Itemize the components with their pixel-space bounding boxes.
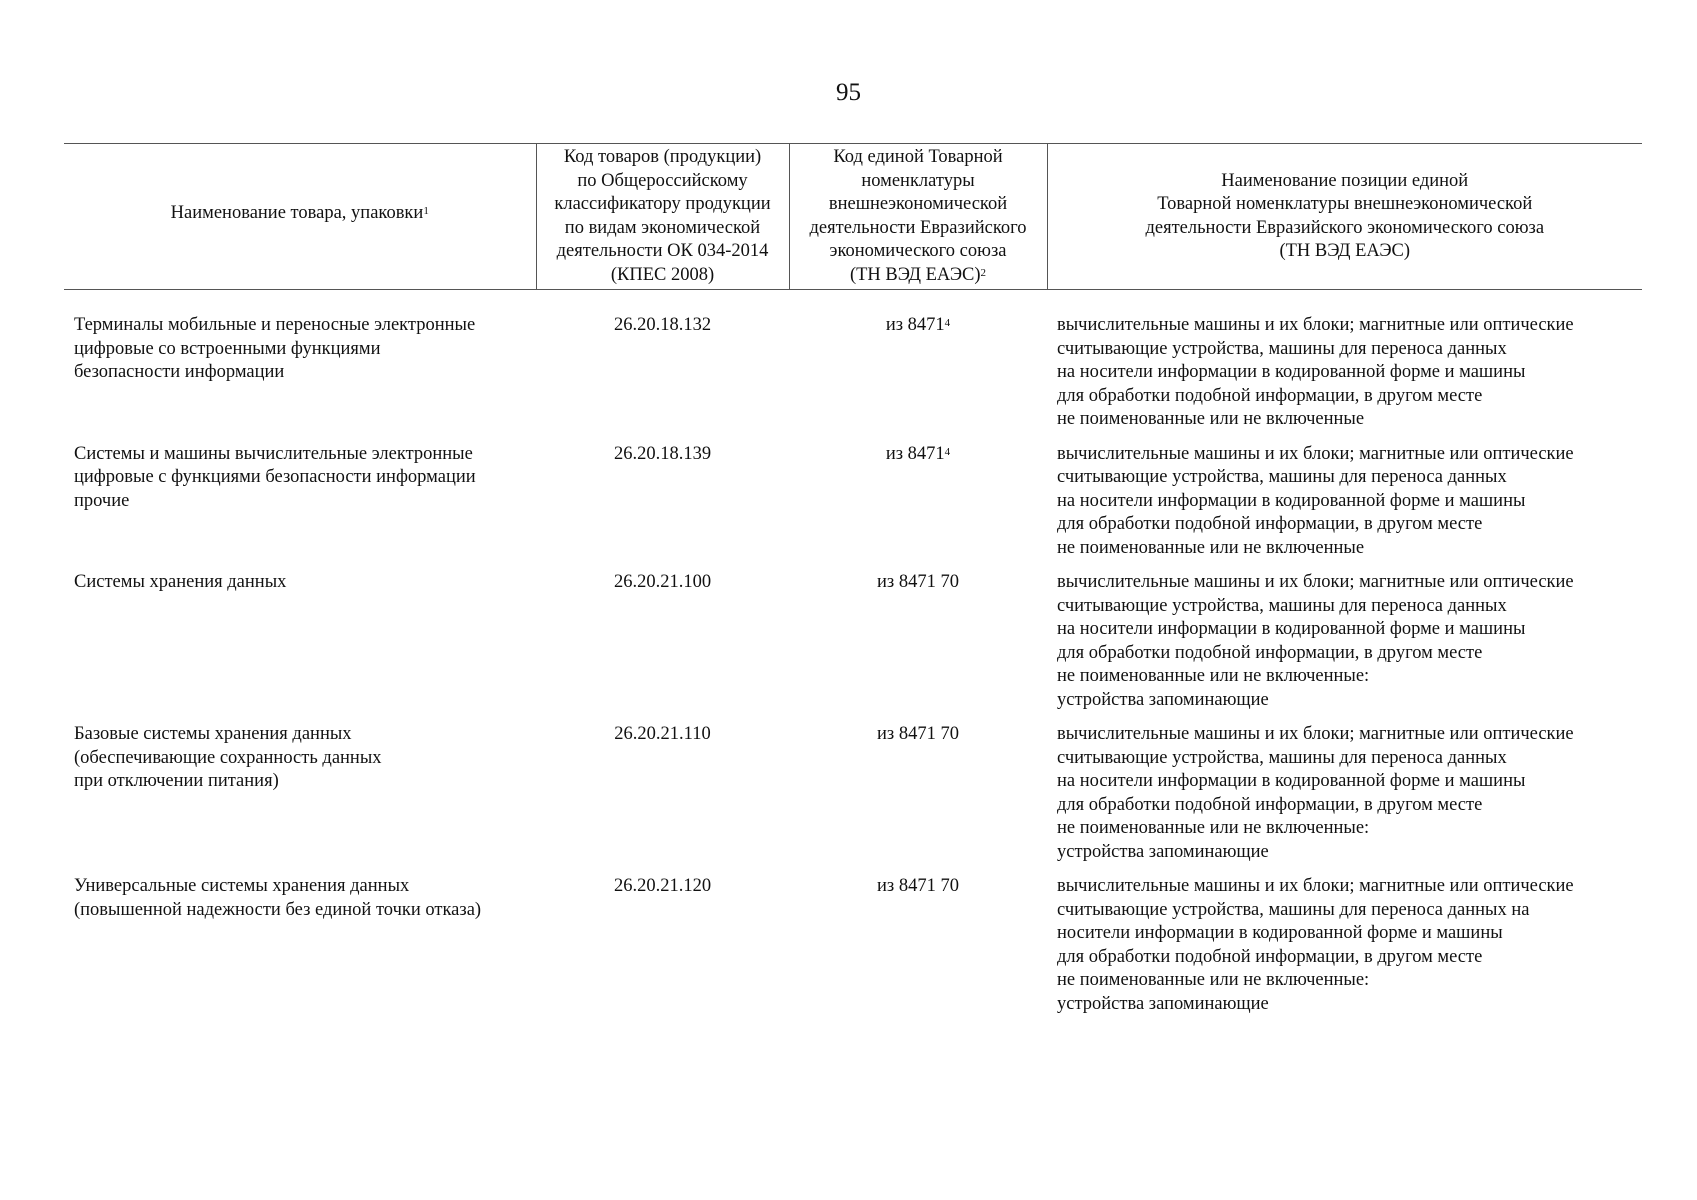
table-row (64, 443, 1642, 572)
cell-tnved-description (1047, 571, 1642, 723)
header-tnved-footnote: 2 (980, 266, 987, 279)
cell-tnved-code (789, 290, 1047, 443)
header-tnved-code (789, 144, 1047, 290)
cell-tnved-description (1047, 723, 1642, 875)
header-description-line: деятельности Евразийского экономического союза (1145, 217, 1545, 238)
description-line: считывающие устройства, машины для переноса данных (1057, 595, 1507, 616)
product-name-line: при отключении питания) (74, 771, 279, 791)
description-line: для обработки подобной информации, в другом месте (1057, 642, 1483, 663)
cell-tnved-code (789, 875, 1047, 1027)
description-line: вычислительные машины и их блоки; магнитные или оптические (1057, 315, 1574, 335)
description-line: носители информации в кодированной форме и машины (1057, 923, 1503, 943)
cell-tnved-code (789, 723, 1047, 875)
description-line: на носители информации в кодированной форме и машины (1057, 771, 1526, 791)
cell-product-name (64, 443, 536, 572)
product-name-line: безопасности информации (74, 362, 285, 382)
description-line: не поименованные или не включенные: (1057, 818, 1370, 838)
header-okpd-line: по видам экономической (564, 217, 761, 238)
cell-okpd-code: 26.20.21.120 (613, 876, 712, 896)
description-line: устройства запоминающие (1057, 993, 1269, 1014)
table-row (64, 723, 1642, 875)
description-line: для обработки подобной информации, в другом месте (1057, 794, 1483, 815)
header-tnved-line: экономического союза (829, 241, 1007, 261)
cell-okpd-code: 26.20.21.110 (614, 724, 711, 744)
description-line: не поименованные или не включенные (1057, 409, 1365, 429)
tnved-code-text: из 8471 70 (877, 724, 959, 744)
header-okpd-line: классификатору продукции (554, 194, 771, 214)
header-tnved-last-line (796, 264, 1041, 288)
product-name-line: Универсальные системы хранения данных (74, 876, 410, 896)
description-line: не поименованные или не включенные: (1057, 666, 1370, 686)
description-line: для обработки подобной информации, в другом месте (1057, 385, 1483, 406)
description-line: считывающие устройства, машины для переноса данных (1057, 747, 1507, 768)
cell-product-name (64, 290, 536, 443)
cell-product-name (64, 723, 536, 875)
table-row (64, 875, 1642, 1027)
cell-tnved-description (1047, 875, 1642, 1027)
table-body (64, 290, 1642, 1028)
table-header-row (64, 144, 1642, 290)
table-row (64, 290, 1642, 443)
tnved-code-text: из 8471 (885, 315, 945, 335)
description-line: не поименованные или не включенные: (1057, 970, 1370, 990)
header-product-name-text: Наименование товара, упаковки (170, 202, 424, 223)
header-tnved-line: деятельности Евразийского (809, 217, 1027, 238)
page-number: 95 (836, 79, 861, 106)
product-name-line: Системы и машины вычислительные электронные (74, 443, 473, 464)
goods-table (64, 143, 1642, 1027)
description-line: вычислительные машины и их блоки; магнитные или оптические (1057, 572, 1574, 592)
description-line: считывающие устройства, машины для переноса данных на (1057, 899, 1530, 920)
header-okpd-line: (КПЕС 2008) (610, 264, 715, 285)
cell-tnved-code (789, 571, 1047, 723)
header-tnved-line: внешнеэкономической (828, 194, 1008, 214)
header-tnved-line: (ТН ВЭД ЕАЭС) (849, 264, 981, 285)
cell-okpd-code: 26.20.21.100 (613, 572, 712, 592)
description-line: вычислительные машины и их блоки; магнитные или оптические (1057, 876, 1574, 896)
header-product-name-footnote: 1 (423, 204, 429, 217)
product-name-line: цифровые со встроенными функциями (74, 338, 381, 359)
cell-tnved-description (1047, 443, 1642, 572)
product-name-line: (повышенной надежности без единой точки отказа) (74, 899, 482, 920)
table-row (64, 571, 1642, 723)
header-okpd-line: по Общероссийскому (577, 170, 748, 191)
header-description-line: Наименование позиции единой (1221, 170, 1469, 191)
product-name-line: цифровые с функциями безопасности информации (74, 467, 476, 487)
tnved-code-text: из 8471 70 (877, 572, 959, 592)
product-name-line: Терминалы мобильные и переносные электронные (74, 315, 476, 335)
cell-tnved-code (789, 443, 1047, 572)
header-description-line: (ТН ВЭД ЕАЭС) (1279, 241, 1411, 261)
cell-okpd-code: 26.20.18.139 (613, 443, 712, 464)
tnved-code-text: из 8471 (885, 443, 945, 464)
header-okpd-line: деятельности ОК 034-2014 (556, 241, 769, 261)
cell-okpd-code: 26.20.18.132 (613, 315, 712, 335)
header-okpd-code (536, 144, 789, 290)
tnved-code-footnote: 4 (944, 317, 951, 329)
description-line: вычислительные машины и их блоки; магнитные или оптические (1057, 443, 1574, 464)
description-line: на носители информации в кодированной форме и машины (1057, 362, 1526, 382)
product-name-line: прочие (74, 490, 130, 511)
cell-tnved-description (1047, 290, 1642, 443)
header-okpd-line: Код товаров (продукции) (563, 147, 762, 167)
description-line: для обработки подобной информации, в другом месте (1057, 946, 1483, 967)
cell-product-name (64, 875, 536, 1027)
header-tnved-line: Код единой Товарной (833, 147, 1003, 167)
tnved-code-footnote: 4 (944, 445, 951, 458)
product-name-line: Системы хранения данных (74, 572, 287, 592)
product-name-line: (обеспечивающие сохранность данных (74, 747, 382, 768)
description-line: для обработки подобной информации, в другом месте (1057, 514, 1483, 534)
description-line: устройства запоминающие (1057, 689, 1269, 710)
product-name-line: Базовые системы хранения данных (74, 724, 352, 744)
tnved-code-text: из 8471 70 (877, 876, 959, 896)
header-product-name (64, 144, 536, 290)
description-line: на носители информации в кодированной форме и машины (1057, 490, 1526, 511)
description-line: считывающие устройства, машины для переноса данных (1057, 467, 1507, 487)
description-line: устройства запоминающие (1057, 841, 1269, 862)
cell-product-name (64, 571, 536, 723)
description-line: на носители информации в кодированной форме и машины (1057, 619, 1526, 639)
description-line: считывающие устройства, машины для переноса данных (1057, 338, 1507, 359)
header-tnved-line: номенклатуры (861, 170, 975, 191)
description-line: вычислительные машины и их блоки; магнитные или оптические (1057, 724, 1574, 744)
description-line: не поименованные или не включенные (1057, 537, 1365, 558)
header-description-line: Товарной номенклатуры внешнеэкономической (1157, 194, 1533, 214)
header-tnved-description (1047, 144, 1642, 290)
